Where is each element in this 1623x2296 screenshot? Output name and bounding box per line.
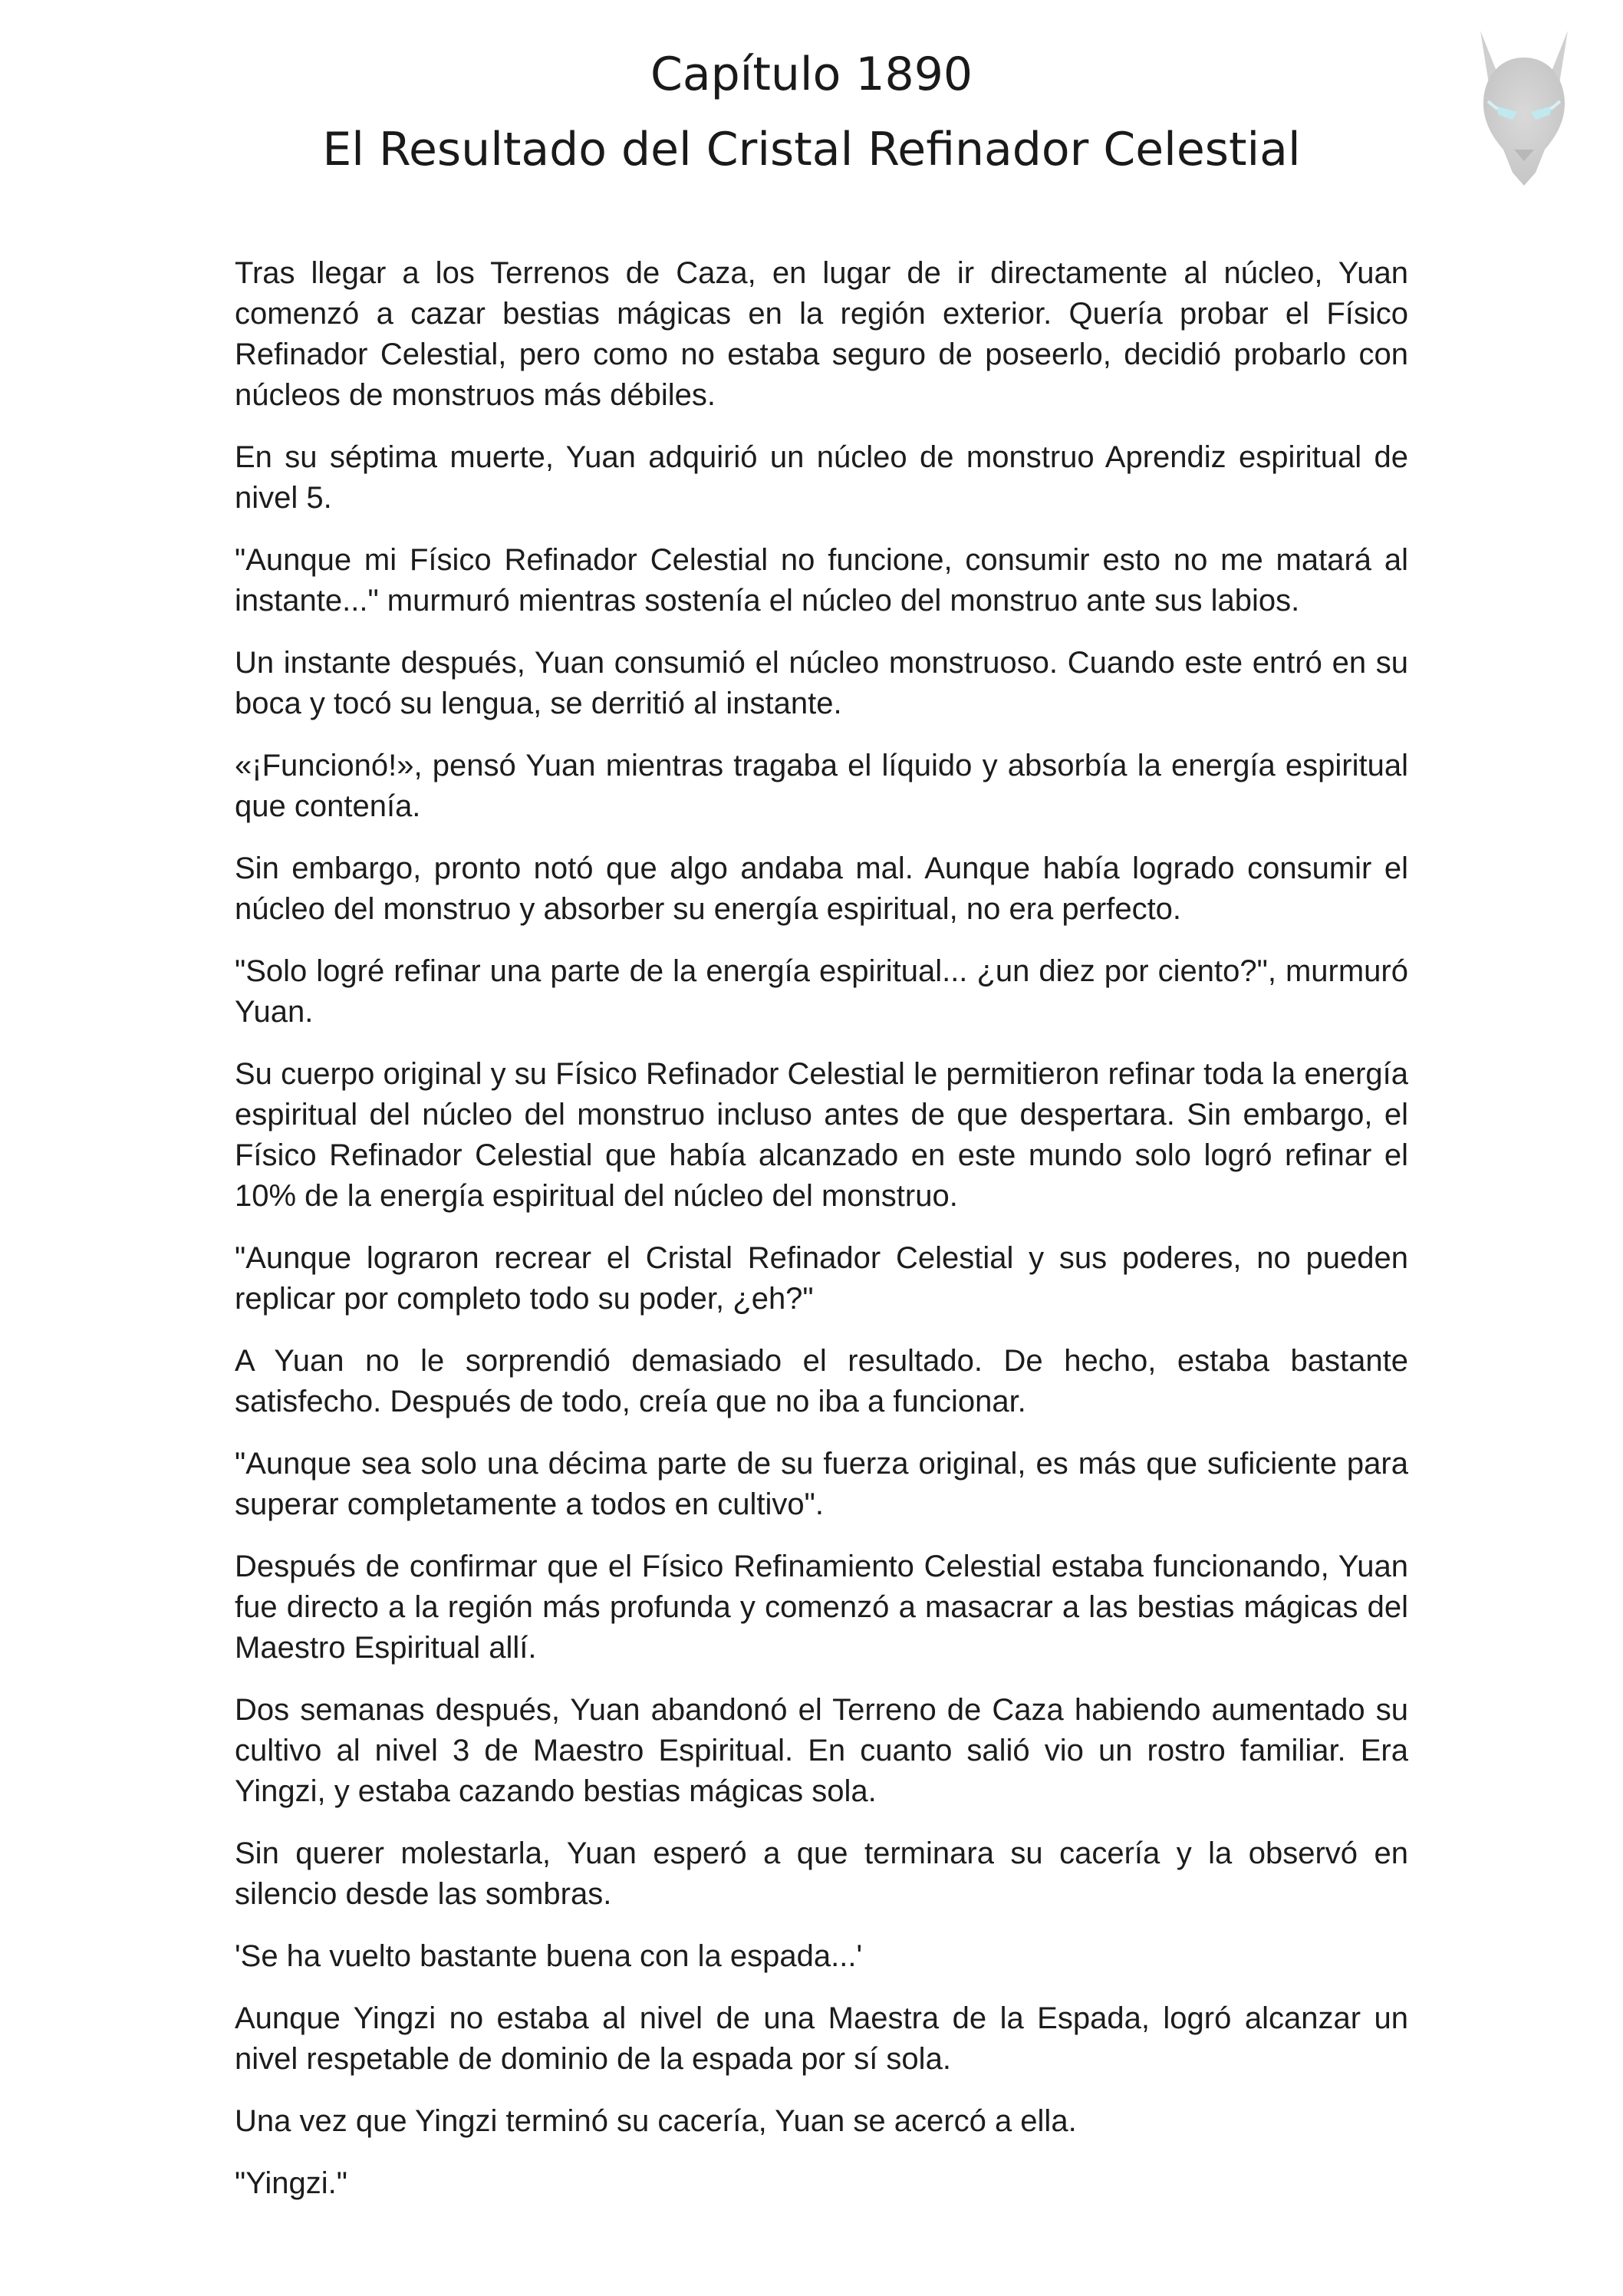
paragraph: "Aunque mi Físico Refinador Celestial no funcione, consumir esto no me matará al instante..." murmuró mientras sostenía el núcleo del monstruo ante sus labios. <box>235 543 1408 618</box>
paragraph: Su cuerpo original y su Físico Refinador Celestial le permitieron refinar toda la energía espiritual del núcleo del monstruo incluso antes de que despertara. Sin embargo, el Físico Refinador Celestial que había alcanzado en este mundo solo logró refinar el 10% de la energía espiritual del núcleo del monstruo. <box>235 1057 1408 1213</box>
chapter-header <box>0 37 1623 187</box>
paragraph: Después de confirmar que el Físico Refinamiento Celestial estaba funcionando, Yuan fue directo a la región más profunda y comenzó a masacrar a las bestias mágicas del Maestro Espiritual allí. <box>235 1550 1408 1665</box>
paragraph: "Aunque lograron recrear el Cristal Refinador Celestial y sus poderes, no pueden replicar por completo todo su poder, ¿eh?" <box>235 1241 1408 1316</box>
paragraph: «¡Funcionó!», pensó Yuan mientras tragaba el líquido y absorbía la energía espiritual que contenía. <box>235 749 1408 823</box>
demon-head-logo-icon <box>1467 15 1582 192</box>
paragraph: "Aunque sea solo una décima parte de su fuerza original, es más que suficiente para superar completamente a todos en cultivo". <box>235 1447 1408 1521</box>
paragraph: Sin embargo, pronto notó que algo andaba mal. Aunque había logrado consumir el núcleo del monstruo y absorber su energía espiritual, no era perfecto. <box>235 852 1408 926</box>
paragraph: Tras llegar a los Terrenos de Caza, en lugar de ir directamente al núcleo, Yuan comenzó a cazar bestias mágicas en la región exterior. Quería probar el Físico Refinador Celestial, pero como no estaba seguro de poseerlo, decidió probarlo con núcleos de monstruos más débiles. <box>235 256 1408 412</box>
paragraph: "Solo logré refinar una parte de la energía espiritual... ¿un diez por ciento?", murmuró Yuan. <box>235 954 1408 1029</box>
paragraph: Una vez que Yingzi terminó su cacería, Yuan se acercó a ella. <box>235 2104 1077 2138</box>
chapter-title: El Resultado del Cristal Refinador Celestial <box>322 123 1301 176</box>
paragraph: Un instante después, Yuan consumió el núcleo monstruoso. Cuando este entró en su boca y tocó su lengua, se derritió al instante. <box>235 646 1408 720</box>
paragraph: 'Se ha vuelto bastante buena con la espada...' <box>235 1939 863 1973</box>
paragraph: Aunque Yingzi no estaba al nivel de una Maestra de la Espada, logró alcanzar un nivel respetable de dominio de la espada por sí sola. <box>235 2001 1408 2076</box>
paragraph: "Yingzi." <box>235 2166 347 2200</box>
paragraph: Sin querer molestarla, Yuan esperó a que terminara su cacería y la observó en silencio desde las sombras. <box>235 1836 1408 1911</box>
paragraph: Dos semanas después, Yuan abandonó el Terreno de Caza habiendo aumentado su cultivo al nivel 3 de Maestro Espiritual. En cuanto salió vio un rostro familiar. Era Yingzi, y estaba cazando bestias mágicas sola. <box>235 1693 1408 1808</box>
paragraph: A Yuan no le sorprendió demasiado el resultado. De hecho, estaba bastante satisfecho. Después de todo, creía que no iba a funcionar. <box>235 1344 1408 1418</box>
chapter-number: Capítulo 1890 <box>650 48 973 101</box>
chapter-body <box>235 253 1408 2225</box>
paragraph: En su séptima muerte, Yuan adquirió un núcleo de monstruo Aprendiz espiritual de nivel 5. <box>235 440 1408 515</box>
